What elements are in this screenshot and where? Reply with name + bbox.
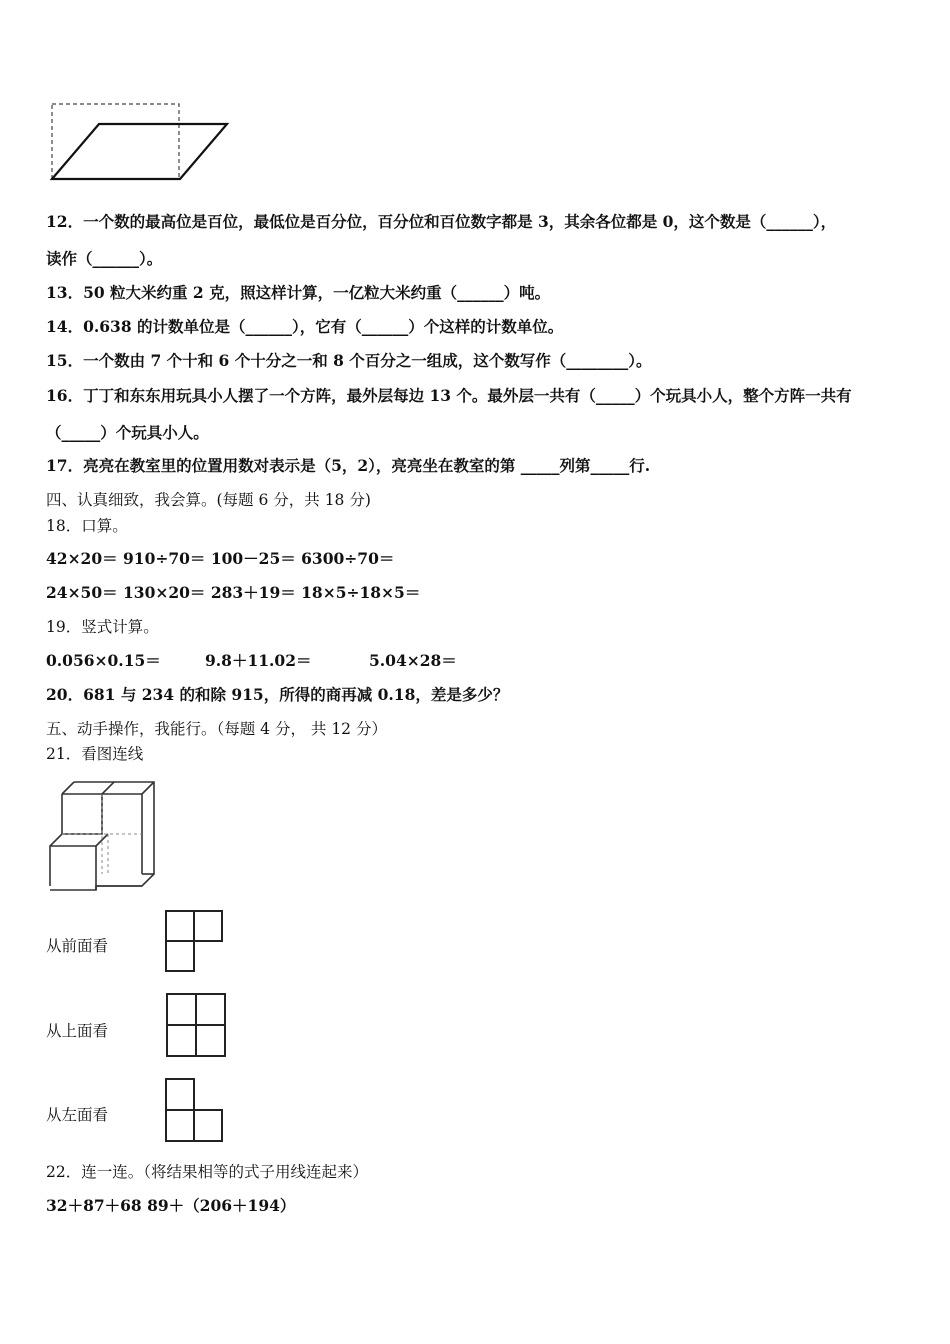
question-18: 18．口算。	[46, 517, 128, 535]
section-5-heading: 五、动手操作，我能行。（每题 4 分， 共 12 分）	[46, 720, 387, 738]
cube-solid-figure	[44, 776, 164, 894]
view-label-front: 从前面看	[46, 937, 109, 955]
view-label-left: 从左面看	[46, 1106, 109, 1124]
vertical-calc-3: 5.04×28＝	[369, 651, 457, 670]
vertical-calc-1: 0.056×0.15＝	[46, 651, 161, 670]
vertical-calc-2: 9.8＋11.02＝	[205, 651, 312, 670]
question-12-line2: 读作（______）。	[46, 249, 163, 268]
question-19: 19．竖式计算。	[46, 618, 159, 636]
question-12-line1: 12．一个数的最高位是百位，最低位是百分位，百分位和百位数字都是 3，其余各位都是 0，这个数是（______），	[46, 212, 837, 231]
question-20: 20．681 与 234 的和除 915，所得的商再减 0.18，差是多少？	[46, 685, 509, 704]
mental-calc-row-2: 24×50＝ 130×20＝ 283＋19＝ 18×5÷18×5＝	[46, 583, 421, 602]
question-14: 14．0.638 的计数单位是（______），它有（______）个这样的计数单位。	[46, 317, 564, 336]
question-16-line2: （_____）个玩具小人。	[46, 423, 209, 442]
top-view-figure	[165, 992, 229, 1060]
question-22-expressions: 32＋87＋68 89＋（206＋194）	[46, 1196, 296, 1215]
section-4-heading: 四、认真细致，我会算。(每题 6 分，共 18 分)	[46, 491, 371, 509]
left-view-figure	[164, 1077, 226, 1145]
front-view-figure	[164, 909, 226, 975]
question-15: 15．一个数由 7 个十和 6 个十分之一和 8 个百分之一组成，这个数写作（________）。	[46, 351, 652, 370]
question-21: 21．看图连线	[46, 745, 144, 763]
question-22: 22．连一连。（将结果相等的式子用线连起来）	[46, 1163, 368, 1181]
question-17: 17．亮亮在教室里的位置用数对表示是（5，2），亮亮坐在教室的第 _____列第_____行.	[46, 456, 651, 475]
parallelogram-figure	[44, 98, 236, 186]
question-16-line1: 16．丁丁和东东用玩具小人摆了一个方阵，最外层每边 13 个。最外层一共有（_____）个玩具小人，整个方阵一共有	[46, 386, 852, 405]
view-label-top: 从上面看	[46, 1022, 109, 1040]
question-13: 13．50 粒大米约重 2 克，照这样计算，一亿粒大米约重（______）吨。	[46, 283, 551, 302]
mental-calc-row-1: 42×20＝ 910÷70＝ 100－25＝ 6300÷70＝	[46, 549, 395, 568]
